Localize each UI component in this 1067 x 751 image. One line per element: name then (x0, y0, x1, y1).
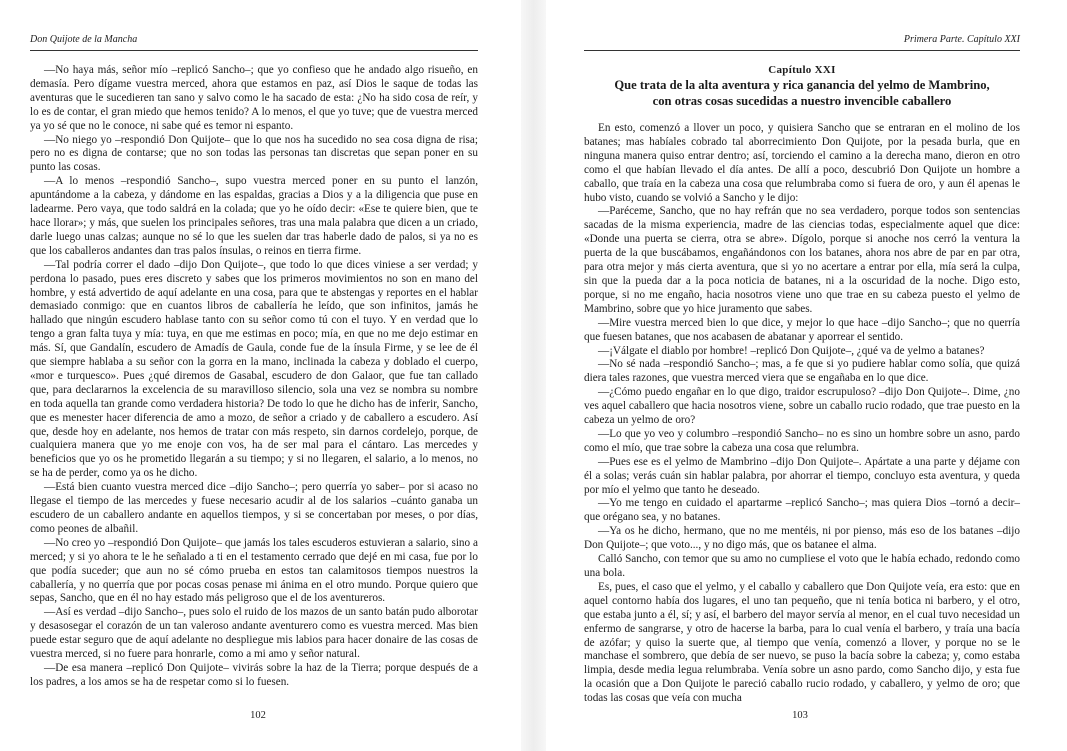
paragraph: —Mire vuestra merced bien lo que dice, y mejor lo que hace –dijo Sancho–; que no querría que fuesen batanes, que nos acabasen de abatanar y aporrear el sentido. (584, 316, 1020, 343)
book-gutter (521, 0, 546, 751)
paragraph: —No haya más, señor mío –replicó Sancho–; que yo confieso que he andado algo risueño, en demasía. Pero dígame vuestra merced, ahora que estamos en paz, así Dios le saque de todas las aventuras que le sucedieren tan sano y salvo como le ha sacado de esta: ¿No ha sido cosa de reír, y lo es de contar, el gran miedo que hemos tenido? A lo menos, el que yo tuve; que de vuestra merced ya yo sé que no le conoce, ni sabe qué es temor ni espanto. (30, 64, 478, 132)
paragraph: En esto, comenzó a llover un poco, y quisiera Sancho que se entraran en el molino de los batanes; mas habíales cobrado tal aborrecimiento Don Quijote, por la pesada burla, que en ninguna manera quiso entrar dentro; así, torciendo el camino a la derecha mano, dieron en otro como el que habían llevado el día antes. De allí a poco, descubrió Don Quijote un hombre a caballo, que traía en la cabeza una cosa que relumbraba como si fuera de oro, y aun él apenas le hubo visto, cuando se volvió a Sancho y le dijo: (584, 122, 1020, 204)
running-head-right: Primera Parte. Capítulo XXI (903, 34, 1020, 45)
chapter-title (584, 78, 1020, 109)
paragraph: —Ya os he dicho, hermano, que no me mentéis, ni por pienso, más eso de los batanes –dijo Don Quijote–; que voto..., y no digo más, que os batanee el alma. (584, 525, 1020, 552)
page-number-right: 103 (792, 710, 808, 721)
chapter-title-line: Que trata de la alta aventura y rica ganancia del yelmo de Mambrino, (614, 78, 990, 92)
paragraph: Es, pues, el caso que el yelmo, y el caballo y caballero que Don Quijote veía, era esto: que en aquel contorno había dos lugares, el uno tan pequeño, que ni tenía botica ni barbero, y el otro, que estaba junto a él, sí; y así, el barbero del mayor servía al menor, en el cual tuvo necesidad un enfermo de sangrarse, y otro de hacerse la barba, para lo cual venía el barbero, y traía una bacía de azófar; y quiso la suerte que, al tiempo que venía, comenzó a llover, y porque no se le manchase el sombrero, que debía de ser nuevo, se puso la bacía sobre la cabeza; y, como estaba limpia, desde media legua relumbraba. Venía sobre un asno pardo, como Sancho dijo, y esta fue la ocasión que a Don Quijote le pareció caballo rucio rodado, y caballero, y yelmo de oro; que todas las cosas que veía con mucha (584, 580, 1020, 705)
paragraph: Calló Sancho, con temor que su amo no cumpliese el voto que le había echado, redondo como una bola. (584, 553, 1020, 579)
paragraph: —Paréceme, Sancho, que no hay refrán que no sea verdadero, porque todos son sentencias sacadas de la misma experiencia, madre de las ciencias todas, especialmente aquel que dice: «Donde una puerta se cierra, otra se abre». Dígolo, porque si anoche nos cerró la ventura la puerta de la que buscábamos, engañándonos con los batanes, ahora nos abre de par en par otra, para otra mejor y más cierta aventura, que si yo no acertare a entrar por ella, mía será la culpa, sin que la pueda dar a la poca noticia de batanes, ni a la oscuridad de la noche. Digo esto, porque, si no me engaño, hacia nosotros viene uno que trae en su cabeza puesto el yelmo de Mambrino, sobre que yo hice juramento que sabes. (584, 205, 1020, 315)
paragraph: —De esa manera –replicó Don Quijote– vivirás sobre la haz de la Tierra; porque después de a los padres, a los amos se ha de respetar como si lo fuesen. (30, 661, 478, 688)
paragraph: —Así es verdad –dijo Sancho–, pues solo el ruido de los mazos de un santo batán pudo alborotar y desasosegar el corazón de un tan valeroso andante aventurero como es vuestra merced. Mas bien puede estar seguro que de aquí adelante no despliegue mis labios para hacer donaire de las cosas de vuestra merced, si no fuere para honrarle, como a mi amo y señor natural. (30, 606, 478, 661)
left-page (0, 0, 521, 751)
right-page-body (584, 122, 1020, 706)
page-number-left: 102 (250, 710, 266, 721)
paragraph: —No niego yo –respondió Don Quijote– que lo que nos ha sucedido no sea cosa digna de risa; pero no es digna de contarse; que no son todas las personas tan discretas que sepan poner en su punto las cosas. (30, 133, 478, 174)
paragraph: —No sé nada –respondió Sancho–; mas, a fe que si yo pudiere hablar como solía, que quizá diera tales razones, que vuestra merced viera que se engañaba en lo que dice. (584, 358, 1020, 385)
paragraph: —Yo me tengo en cuidado el apartarme –replicó Sancho–; mas quiera Dios –tornó a decir– que orégano sea, y no batanes. (584, 497, 1020, 524)
paragraph: —Pues ese es el yelmo de Mambrino –dijo Don Quijote–. Apártate a una parte y déjame con él a solas; verás cuán sin hablar palabra, por ahorrar el tiempo, concluyo esta aventura, y queda por mío el yelmo que tanto he deseado. (584, 455, 1020, 496)
running-head-left: Don Quijote de la Mancha (30, 34, 138, 45)
paragraph: —Lo que yo veo y columbro –respondió Sancho– no es sino un hombre sobre un asno, pardo como el mío, que trae sobre la cabeza una cosa que relumbra. (584, 427, 1020, 454)
paragraph: —Está bien cuanto vuestra merced dice –dijo Sancho–; pero querría yo saber– por si acaso no llegase el tiempo de las mercedes y fuese necesario acudir al de los salarios –cuánto ganaba un escudero de un caballero andante en aquellos tiempos, y si se concertaban por meses, o por días, como peones de albañil. (30, 481, 478, 535)
paragraph: —¿Cómo puedo engañar en lo que digo, traidor escrupuloso? –dijo Don Quijote–. Dime, ¿no ves aquel caballero que hacia nosotros viene, sobre un caballo rucio rodado, que trae puesto en la cabeza un yelmo de oro? (584, 386, 1020, 427)
chapter-number: Capítulo XXI (768, 64, 836, 76)
header-rule-right (584, 50, 1020, 51)
left-page-body (30, 64, 478, 690)
header-rule-left (30, 50, 478, 51)
right-page (546, 0, 1067, 751)
paragraph: —A lo menos –respondió Sancho–, supo vuestra merced poner en su punto el lanzón, apuntándome a la cabeza, y dándome en las espaldas, gracias a Dios y a la diligencia que puse en ladearme. Pero vaya, que todo saldrá en la colada; que yo he oído decir: «Ese te quiere bien, que te hace llorar»; y más, que suelen los principales señores, tras una mala palabra que dicen a un criado, darle luego unas calzas; aunque no sé lo que les suelen dar tras haberle dado de palos, si ya no es que los caballeros andantes dan tras palos ínsulas, o reinos en tierra firme. (30, 175, 478, 257)
paragraph: —Tal podría correr el dado –dijo Don Quijote–, que todo lo que dices viniese a ser verdad; y perdona lo pasado, pues eres discreto y sabes que los primeros movimientos no son en mano del hombre, y está advertido de aquí adelante en una cosa, para que te abstengas y reportes en el hablar demasiado conmigo: que en cuantos libros de caballería he leído, que son infinitos, jamás he hallado que ningún escudero hablase tanto con su señor como tú con el tuyo. Y en verdad que lo tengo a gran falta tuya y mía: tuya, en que me estimas en poco; mía, en que no me dejo estimar en más. Sí, que Gandalín, escudero de Amadís de Gaula, conde fue de la ínsula Firme, y se lee de él que siempre hablaba a su señor con la gorra en la mano, inclinada la cabeza y doblado el cuerpo, «mor e turquesco». Pues ¿qué diremos de Gasabal, escudero de don Galaor, que fue tan callado que, para declararnos la excelencia de su maravilloso silencio, sola una vez se nombra su nombre en toda aquella tan grande como verdadera historia? De todo lo que he dicho has de inferir, Sancho, que es menester hacer diferencia de amo a mozo, de señor a criado y de caballero a escudero. Así que, desde hoy en adelante, nos hemos de tratar con más respeto, sin darnos cordelejo, porque, de cualquiera manera que yo me enoje con vos, ha de ser mal para el cántaro. Las mercedes y beneficios que yo os he prometido llegarán a su tiempo; y si no llegaren, el salario, a lo menos, no se ha de perder, como ya os he dicho. (30, 258, 478, 480)
paragraph: —No creo yo –respondió Don Quijote– que jamás los tales escuderos estuvieran a salario, sino a merced; y si yo ahora te le he señalado a ti en el testamento cerrado que dejé en mi casa, fue por lo que podía suceder; que aun no sé cómo prueba en estos tan calamitosos tiempos nuestros la caballería, y no querría que por pocas cosas penase mi ánima en el otro mundo. Porque quiero que sepas, Sancho, que en él no hay estado más peligroso que el de los aventureros. (30, 536, 478, 605)
chapter-title-line: con otras cosas sucedidas a nuestro invencible caballero (652, 93, 952, 108)
paragraph: —¡Válgate el diablo por hombre! –replicó Don Quijote–, ¿qué va de yelmo a batanes? (598, 344, 985, 357)
chapter-heading (584, 63, 1020, 109)
